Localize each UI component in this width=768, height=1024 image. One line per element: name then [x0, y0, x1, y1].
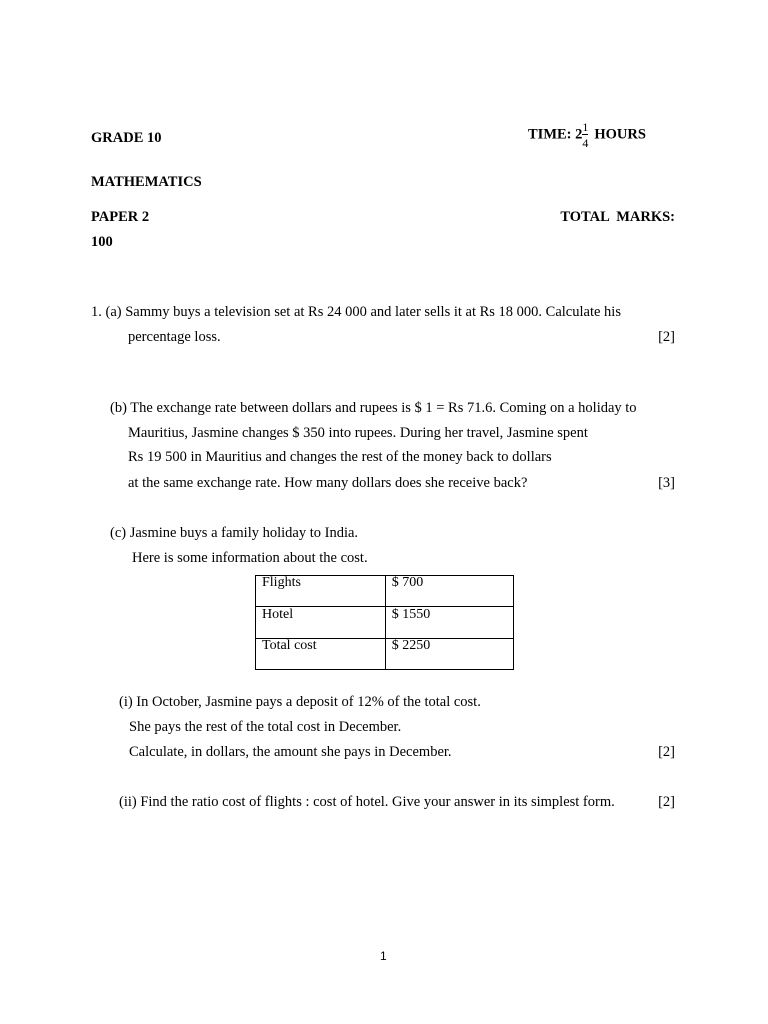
q1b-line-1: (b) The exchange rate between dollars and rupees is $ 1 = Rs 71.6. Coming on a holiday to [110, 400, 637, 416]
time-fraction [582, 121, 588, 149]
table-cell-item: Hotel [256, 607, 386, 639]
q1b-marks: [3] [658, 475, 675, 491]
q1ci-marks: [2] [658, 744, 675, 760]
q1cii-marks: [2] [658, 794, 675, 810]
table-cell-item: Total cost [256, 639, 386, 670]
q1cii-line-1: (ii) Find the ratio cost of flights : cost of hotel. Give your answer in its simplest form. [119, 794, 615, 810]
q1a-line-2: percentage loss. [128, 329, 221, 345]
q1b-line-2: Mauritius, Jasmine changes $ 350 into rupees. During her travel, Jasmine spent [128, 425, 588, 441]
q1ci-line-1: (i) In October, Jasmine pays a deposit of 12% of the total cost. [119, 694, 481, 710]
grade-label: GRADE 10 [91, 130, 162, 146]
paper-label: PAPER 2 [91, 209, 150, 225]
total-marks-label: TOTAL MARKS: [560, 209, 675, 225]
q1c-line-2: Here is some information about the cost. [132, 550, 368, 566]
q1b-line-4: at the same exchange rate. How many dollars does she receive back? [128, 475, 528, 491]
time-fraction-denominator: 4 [582, 136, 589, 150]
time-fraction-numerator: 1 [582, 120, 589, 134]
q1b-line-3: Rs 19 500 in Mauritius and changes the rest of the money back to dollars [128, 449, 552, 465]
table-cell-cost: $ 1550 [385, 607, 513, 639]
table-cell-cost: $ 700 [385, 576, 513, 607]
table-cell-item: Flights [256, 576, 386, 607]
q1ci-line-2: She pays the rest of the total cost in December. [129, 719, 402, 735]
time-suffix: HOURS [594, 126, 646, 143]
time-label [528, 121, 646, 149]
subject-label: MATHEMATICS [91, 174, 202, 190]
q1a-line-1: 1. (a) Sammy buys a television set at Rs 24 000 and later sells it at Rs 18 000. Calculate his [91, 304, 621, 320]
cost-table [255, 575, 514, 670]
table-cell-cost: $ 2250 [385, 639, 513, 670]
total-marks-value: 100 [91, 234, 113, 250]
page-number: 1 [380, 949, 387, 963]
q1ci-line-3: Calculate, in dollars, the amount she pays in December. [129, 744, 452, 760]
q1c-line-1: (c) Jasmine buys a family holiday to India. [110, 525, 359, 541]
table-row [256, 639, 514, 670]
time-prefix: TIME: 2 [528, 126, 583, 143]
q1a-marks: [2] [658, 329, 675, 345]
table-row [256, 607, 514, 639]
table-row [256, 576, 514, 607]
